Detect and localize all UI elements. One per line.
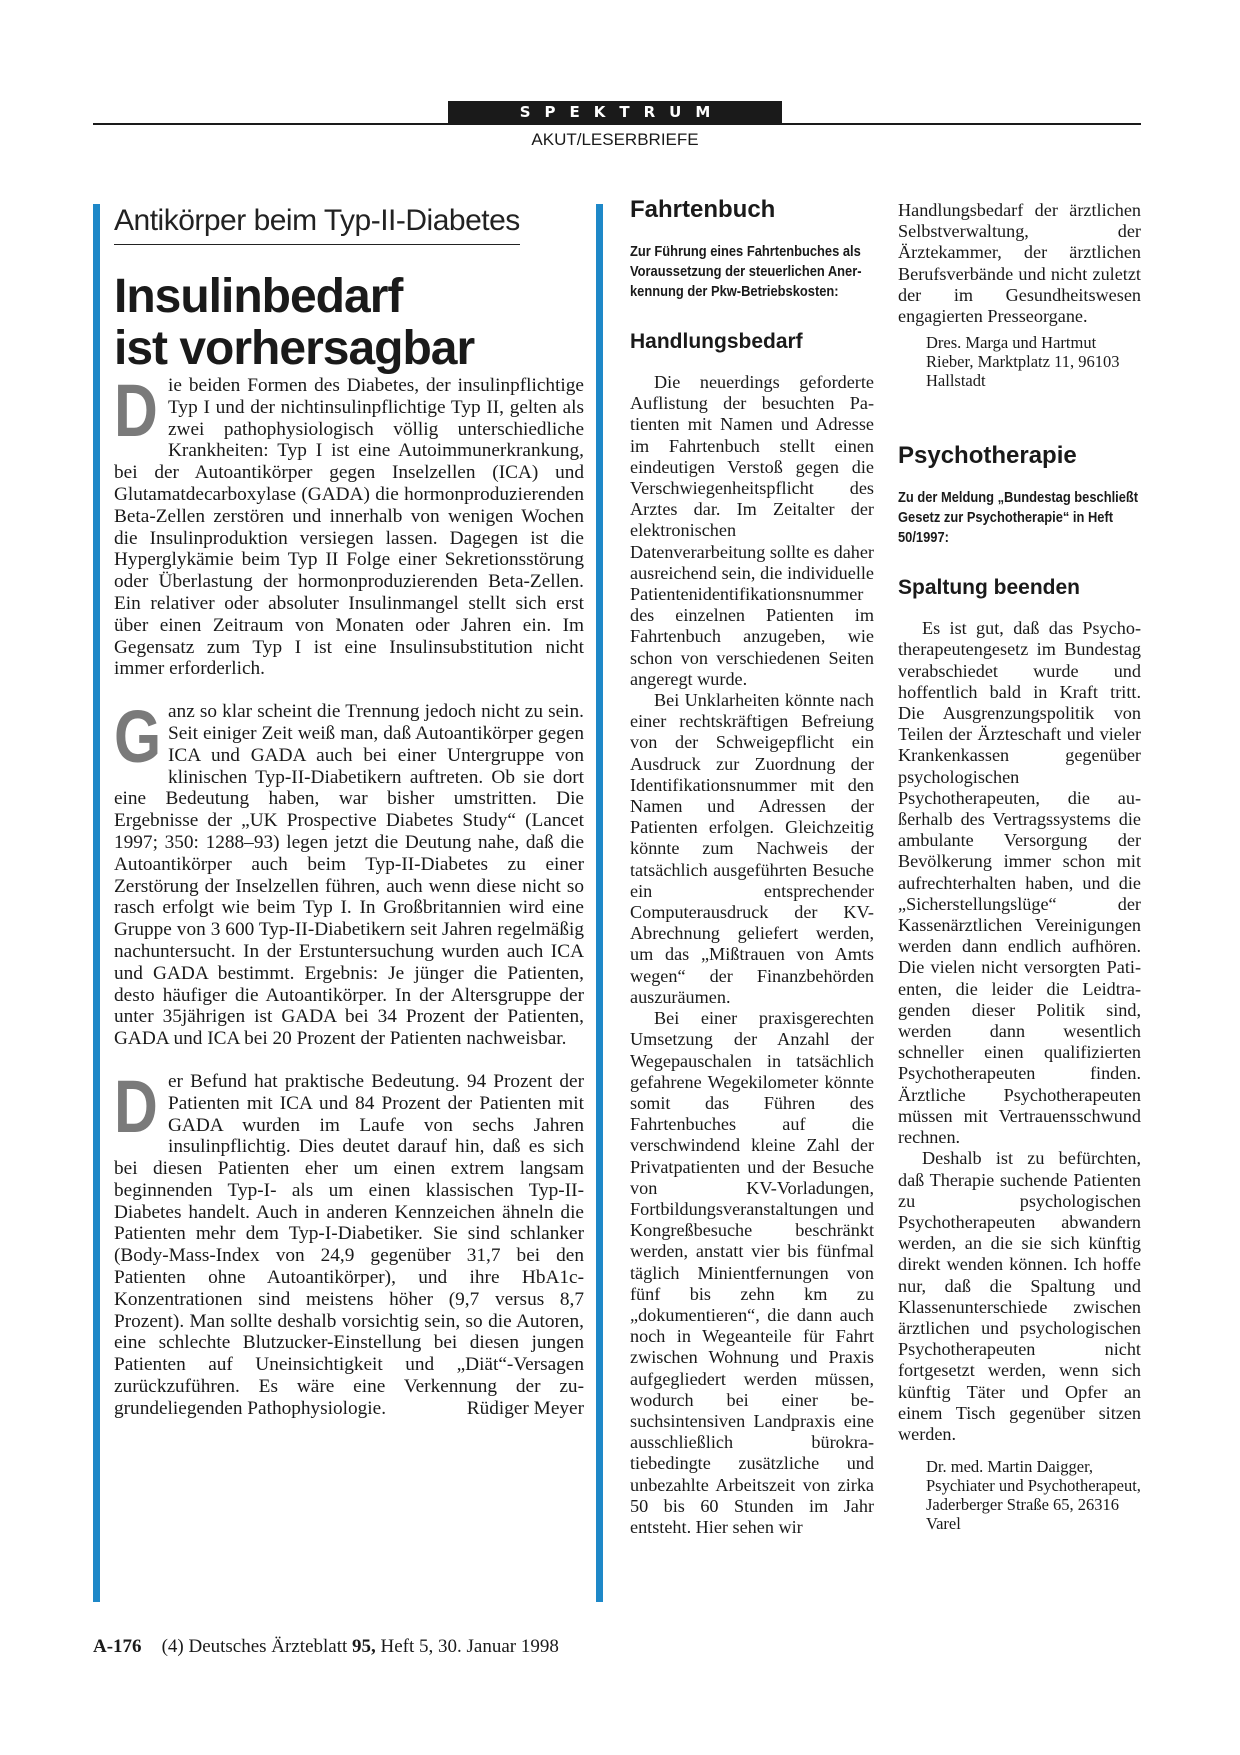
- letter-paragraph: Die neuerdings geforderte Auflistung der besuchten Patienten mit Namen und Adresse im Fahrtenbuch stellt einen eindeutigen Verstoß gegen die Verschwiegenheitspflicht des Arztes dar. Im Zeitalter der elektronischen Datenverarbeitung sollte es daher ausreichend sein, die individuelle Patientenidentifikationsnummer des einzelnen Patienten im Fahrtenbuch anzugeben, wie schon von verschiedenen Seiten angeregt wurde.: [630, 372, 874, 689]
- journal-volume: 95,: [352, 1636, 376, 1657]
- letter-fahrtenbuch: [630, 196, 874, 1538]
- article-paragraph-3: [114, 1064, 584, 1420]
- letter-paragraph: Bei einer praxisgerechten Umsetzung der Anzahl der Wegepauschalen in tatsächlich gefahrene Wegekilometer könnte somit das Führen des Fahrtenbuches auf die verschwindend kleine Zahl der Privatpatienten und der Besuche von KV-Vorladungen, Fortbildungsveranstaltungen und Kongreßbesuche beschränkt werden, anstatt vier bis fünfmal täglich Minientfernungen von fünf bis zehn km zu „dokumentieren“, die dann auch noch in Wegeanteile für Fahrt zwischen Wohnung und Praxis aufgegliedert werden müssen, wodurch bei einer besuchsintensiven Landpraxis eine ausschließlich bürokratiebedingte zusätzliche und unbezahlte Arbeitszeit von zirka 50 bis 60 Stunden im Jahr entsteht. Hier sehen wir: [630, 1008, 874, 1537]
- letter-paragraph: Bei Unklarheiten könnte nach einer rechtskräftigen Befreiung von der Schweigepflicht ein Ausdruck zur Zuordnung der Identifikationsnummer mit den Namen und Adressen der Patienten erfolgen. Gleichzeitig könnte zum Nachweis der tatsächlich ausgeführten Besuche ein entsprechender Computerausdruck der KV-Abrechnung geliefert werden, um das „Mißtrauen von Amts wegen“ der Finanzbehörden auszuräumen.: [630, 690, 874, 1007]
- main-article: [114, 204, 584, 1420]
- article-paragraph-1: [114, 369, 584, 680]
- article-overline: Antikörper beim Typ-II-Diabetes: [114, 204, 520, 245]
- journal-name: (4) Deutsches Ärzteblatt: [161, 1636, 348, 1657]
- article-headline: [114, 271, 584, 375]
- headline-line-1: Insulinbedarf: [114, 270, 403, 323]
- letter-title: Fahrtenbuch: [630, 196, 776, 223]
- accent-bar-middle: [596, 204, 603, 1602]
- accent-bar-left: [93, 204, 100, 1602]
- paragraph-text: anz so klar scheint die Trennung jedoch nicht zu sein. Seit einiger Zeit weiß man, daß Autoantikörper gegen ICA und GADA auch bei einer Untergruppe von klinischen Typ-II-Diabetikern auftreten. Ob sie dort eine Bedeutung haben, war bisher umstritten. Die Ergebnisse der „UK Prospective Diabetes Study“ (Lancet 1997; 350: 1288–93) legen jetzt die Deutung nahe, daß die Autoantikörper auch beim Typ-II-Diabetes zu einer Zerstörung der Inselzellen führen, auch wenn diese nicht so rasch erfolgt wie beim Typ I. In Großbritannien wird eine Gruppe von 3 600 Typ-II-Diabetikern seit Jahren regelmäßig nachuntersucht. In der Erstuntersuchung wurden auch ICA und GADA bestimmt. Ergebnis: Je jünger die Patienten, desto häufiger die Autoantikörper. In der Altersgruppe der unter 35jährigen ist GADA bei 34 Prozent der Patienten, GADA und ICA bei 20 Prozent der Patienten nachweisbar.: [114, 701, 584, 1050]
- page-number: A-176: [93, 1636, 142, 1657]
- letter-paragraph: Deshalb ist zu befürchten, daß Therapie suchende Patienten zu psychologischen Psychotherapeuten abwandern werden, an die sie sich künftig direkt wenden können. Ich hoffe nur, daß die Spaltung und Klassenunterschiede zwischen ärztlichen und psychologischen Psychotherapeuten nicht fortgesetzt werden, wenn sich künftig Täter und Opfer an einem Tisch gegenüber sitzen werden.: [898, 1148, 1141, 1444]
- letter-lead: Zur Führung eines Fahrtenbuches als Voraussetzung der steuerlichen Anerkennung der Pkw-Betriebskosten:: [630, 243, 862, 300]
- drop-cap: D: [114, 369, 158, 452]
- letter-continuation: [898, 200, 1141, 327]
- letter-signature: Dres. Marga und Hartmut Rieber, Marktplatz 11, 96103 Hallstadt: [926, 333, 1120, 391]
- article-author: Rüdiger Meyer: [466, 1397, 584, 1419]
- journal-issue: Heft 5, 30. Januar 1998: [380, 1636, 559, 1657]
- letter-paragraph: Es ist gut, daß das Psychotherapeutengesetz im Bundestag verabschiedet wurde und hoffentlich bald in Kraft tritt. Die Ausgrenzungspolitik von Teilen der Ärzteschaft und vieler Krankenkassen gegenüber psychologischen Psychotherapeuten, die außerhalb des Vertragssystems die ambulante Versorgung der Bevölkerung immer schon mit aufrechterhalten haben, und die „Sicherstellungslüge“ der Kassenärztlichen Vereinigungen werden dann endlich aufhören. Die vielen nicht versorgten Patienten, die leider die Leidtragenden dieser Politik sind, werden dann wesentlich schneller einen qualifizierten Psychotherapeuten finden. Ärztliche Psychotherapeuten müssen mit Vertrauensschwund rechnen.: [898, 618, 1141, 1148]
- article-paragraph-2: [114, 695, 584, 1050]
- drop-cap: D: [114, 1064, 158, 1148]
- column-right: [898, 200, 1141, 1533]
- paragraph-text: er Befund hat praktische Bedeutung. 94 Prozent der Patienten mit ICA und 84 Prozent der Patienten mit GADA wurden im Laufe von sechs Jahren insulinpflichtig. Dies deutet darauf hin, daß es sich bei diesen Patienten eher um einen extrem langsam beginnenden Typ-I- als um einen klassischen Typ-II-Diabetes handelt. Auch in anderen Kennzeichen ähneln die Patienten mehr dem Typ-I-Diabetiker. Sie sind schlanker (Body-Mass-Index von 24,9 gegenüber 31,7 bei den Patienten ohne Autoantikörper), und ihre HbA1c-Konzentrationen sind meistens höher (9,7 versus 8,7 Prozent). Man sollte deshalb vorsichtig sein, so die Autoren, eine schlechte Blutzucker-Einstellung bei diesen jungen Patienten auf Uneinsichtigkeit und „Diät“-Versagen zurückzuführen. Es wäre eine Verkennung der zugrundeliegenden Pathophysiologie.: [114, 1070, 584, 1419]
- headline-line-2: ist vorhersagbar: [114, 322, 475, 375]
- header-rule: [93, 123, 1141, 125]
- drop-cap: G: [114, 695, 162, 779]
- letter-body: [898, 618, 1141, 1445]
- letter-body: [630, 372, 874, 1538]
- rubric-label: AKUT/LESERBRIEFE: [531, 130, 699, 149]
- letter-signature: Dr. med. Martin Daigger, Psychiater und Psychotherapeut, Jaderberger Straße 65, 26316 Varel: [926, 1457, 1141, 1534]
- letter-title: Psychotherapie: [898, 442, 1077, 470]
- article-body: [114, 369, 584, 1420]
- letter-subtitle: Handlungsbedarf: [630, 330, 803, 353]
- letter-lead: Zu der Meldung „Bundestag beschließt Gesetz zur Psychotherapie“ in Heft 50/1997:: [898, 489, 1139, 547]
- continuation-text: Handlungsbedarf der ärztlichen Selbstverwaltung, der Ärztekammer, der ärztlichen Berufsverbände und nicht zuletzt der im Gesundheitswesen engagierten Presseorgane.: [898, 200, 1141, 327]
- letter-subtitle: Spaltung beenden: [898, 576, 1081, 600]
- section-label: SPEKTRUM: [448, 101, 782, 123]
- page-footer: [93, 1636, 559, 1658]
- paragraph-text: ie beiden Formen des Diabetes, der insulinpflichtige Typ I und der nichtinsulinpflichtige Typ II, gelten als zwei pathophysiologisch völlig unterschiedliche Krankheiten: Typ I ist eine Autoimmunerkrankung, bei der Autoantikörper gegen Inselzellen (ICA) und Glutamatdecarboxylase (GADA) die hormonproduzierenden Beta-Zellen zerstören und innerhalb von wenigen Wochen die Insulinproduktion versiegen lassen. Dagegen ist die Hyperglykämie beim Typ II Folge einer Sekretionsstörung oder Überlastung der hormonproduzierenden Beta-Zellen. Ein relativer oder absoluter Insulinmangel stellt sich erst über einen Zeitraum von Monaten oder Jahren ein. Im Gegensatz zum Typ I ist eine Insulinsubstitution nicht immer erforderlich.: [114, 375, 584, 680]
